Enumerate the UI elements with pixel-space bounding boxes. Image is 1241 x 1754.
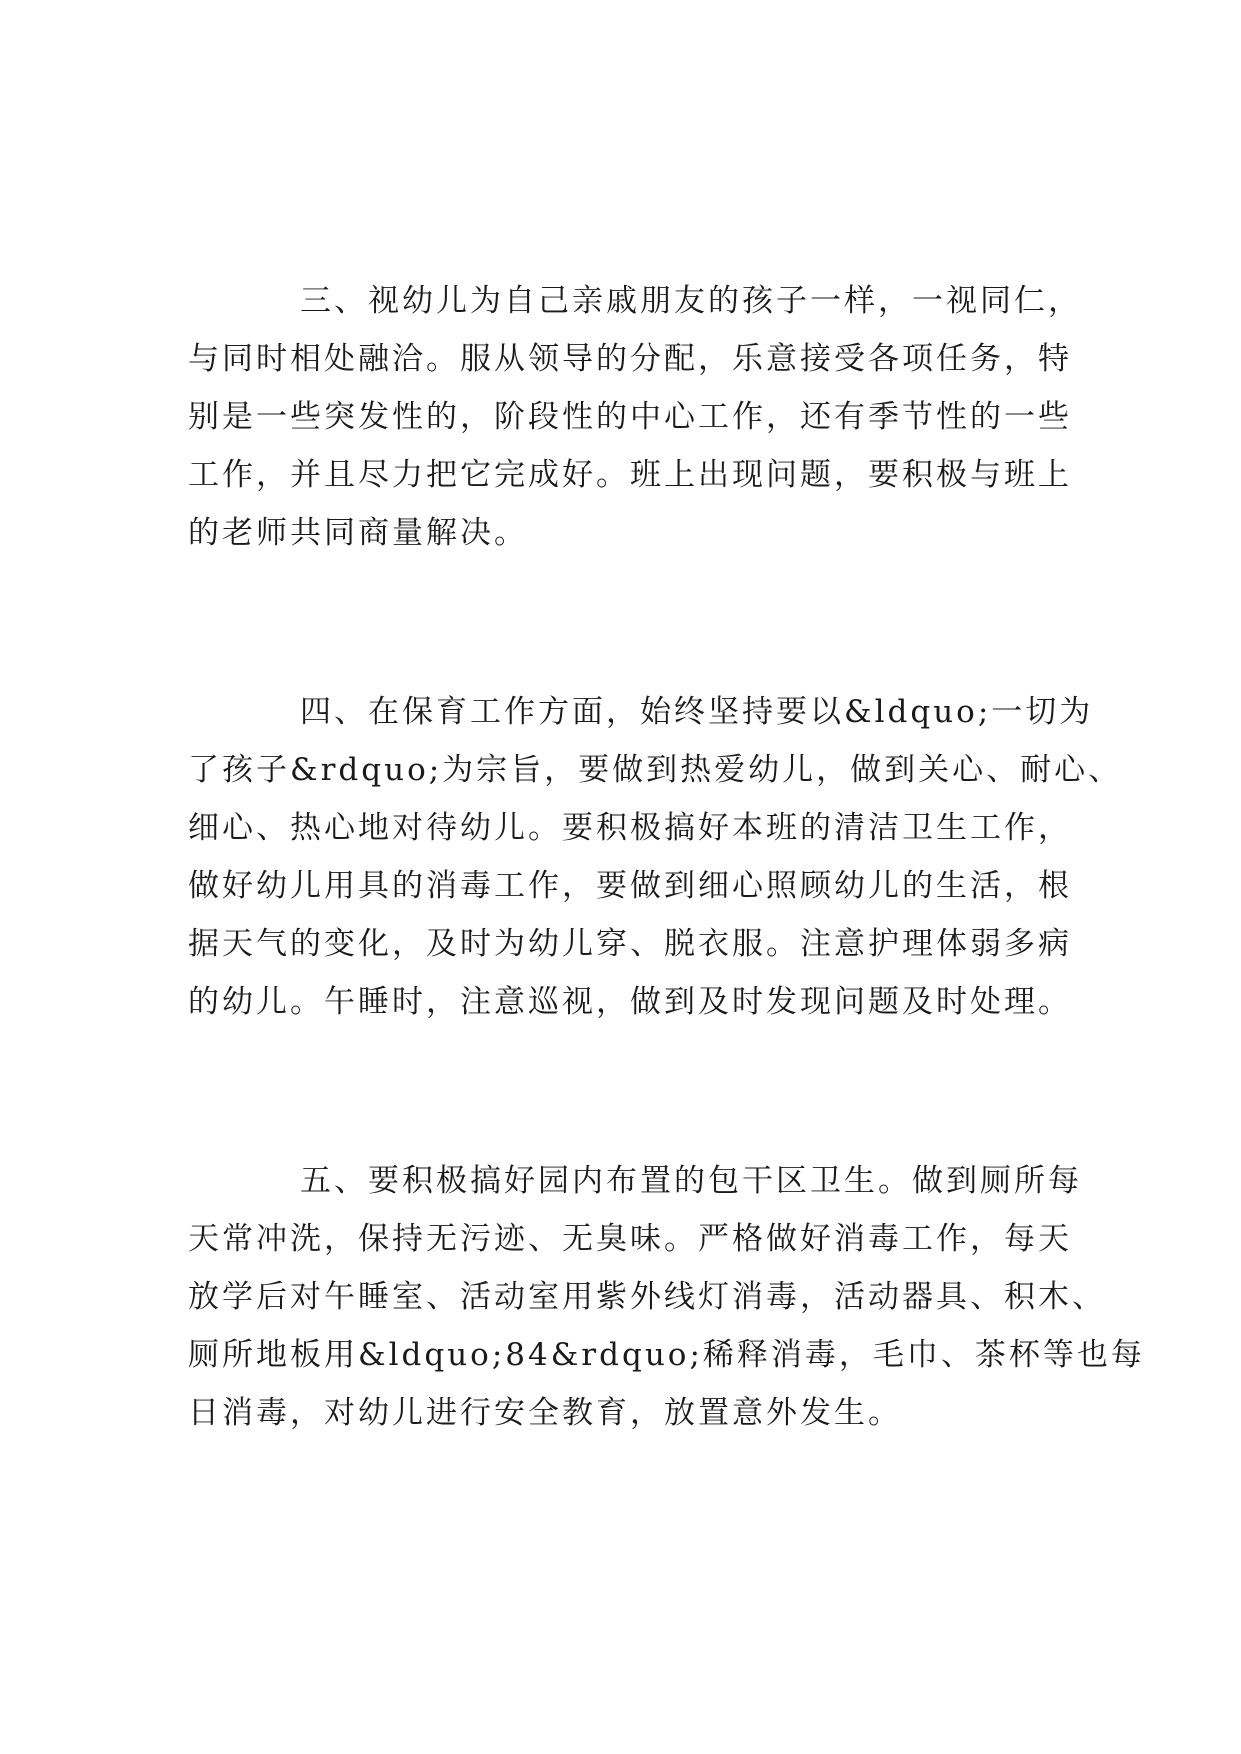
paragraph-four bbox=[188, 683, 1123, 1031]
paragraph-line: 三、视幼儿为自己亲戚朋友的孩子一样，一视同仁， bbox=[300, 283, 1082, 319]
paragraph-line: 天常冲洗，保持无污迹、无臭味。严格做好消毒工作，每天 bbox=[188, 1221, 1072, 1257]
paragraph-line: 日消毒，对幼儿进行安全教育，放置意外发生。 bbox=[188, 1395, 902, 1431]
paragraph-line: 四、在保育工作方面，始终坚持要以&ldquo;一切为 bbox=[300, 694, 1094, 730]
paragraph-three bbox=[188, 272, 1082, 562]
paragraph-line: 据天气的变化，及时为幼儿穿、脱衣服。注意护理体弱多病 bbox=[188, 926, 1072, 962]
paragraph-line: 了孩子&rdquo;为宗旨，要做到热爱幼儿，做到关心、耐心、 bbox=[188, 752, 1123, 788]
paragraph-line: 的幼儿。午睡时，注意巡视，做到及时发现问题及时处理。 bbox=[188, 984, 1072, 1020]
paragraph-five bbox=[188, 1152, 1145, 1442]
paragraph-line: 别是一些突发性的，阶段性的中心工作，还有季节性的一些 bbox=[188, 399, 1072, 435]
paragraph-line: 细心、热心地对待幼儿。要积极搞好本班的清洁卫生工作， bbox=[188, 810, 1072, 846]
paragraph-line: 的老师共同商量解决。 bbox=[188, 515, 528, 551]
paragraph-line: 工作，并且尽力把它完成好。班上出现问题，要积极与班上 bbox=[188, 457, 1072, 493]
paragraph-line: 五、要积极搞好园内布置的包干区卫生。做到厕所每 bbox=[300, 1163, 1082, 1199]
paragraph-line: 与同时相处融洽。服从领导的分配，乐意接受各项任务，特 bbox=[188, 341, 1072, 377]
paragraph-line: 放学后对午睡室、活动室用紫外线灯消毒，活动器具、积木、 bbox=[188, 1279, 1106, 1315]
paragraph-line: 做好幼儿用具的消毒工作，要做到细心照顾幼儿的生活，根 bbox=[188, 868, 1072, 904]
paragraph-line: 厕所地板用&ldquo;84&rdquo;稀释消毒，毛巾、茶杯等也每 bbox=[188, 1337, 1145, 1373]
